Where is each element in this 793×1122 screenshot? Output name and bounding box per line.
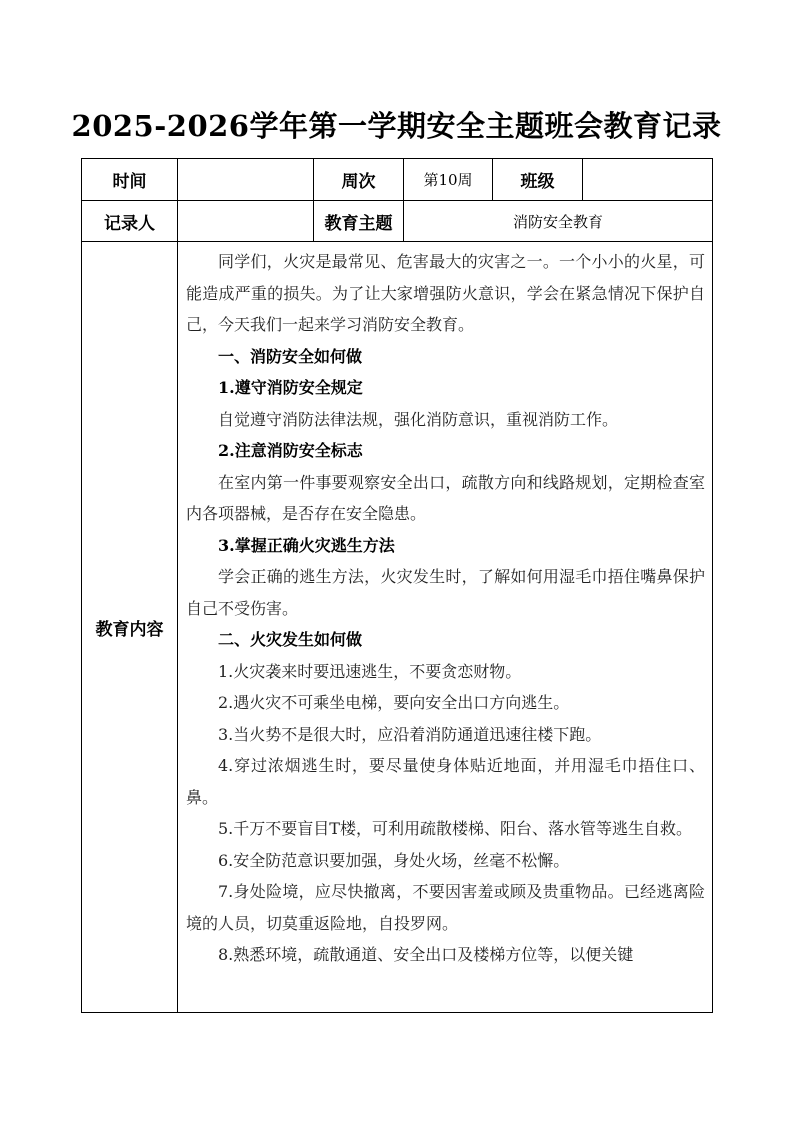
paragraph: 3.当火势不是很大时，应沿着消防通道迅速往楼下跑。	[218, 724, 602, 744]
paragraph: 同学们，火灾是最常见、危害最大的灾害之一。一个小小的火星，可能造成严重的损失。为了让大家增强防火意识，学会在紧急情况下保护自己，今天我们一起来学习消防安全教育。	[186, 252, 705, 334]
paragraph: 4.穿过浓烟逃生时，要尽量使身体贴近地面，并用湿毛巾捂住口、鼻。	[186, 756, 705, 807]
record-table	[81, 158, 713, 1013]
paragraph: 在室内第一件事要观察安全出口，疏散方向和线路规划，定期检查室内各项器械，是否存在安全隐患。	[186, 472, 705, 523]
content-body	[178, 242, 712, 1012]
table-row	[82, 159, 713, 201]
paragraph: 学会正确的逃生方法，火灾发生时，了解如何用湿毛巾捂住嘴鼻保护自己不受伤害。	[186, 567, 705, 618]
recorder-label: 记录人	[82, 201, 178, 242]
section-heading: 3.掌握正确火灾逃生方法	[218, 535, 395, 555]
topic-label: 教育主题	[314, 201, 404, 242]
content-cell	[178, 242, 713, 1013]
section-heading: 2.注意消防安全标志	[218, 441, 363, 460]
topic-value: 消防安全教育	[404, 201, 713, 242]
paragraph: 8.熟悉环境，疏散通道、安全出口及楼梯方位等，以便关键	[218, 945, 634, 964]
section-heading: 二、火灾发生如何做	[218, 630, 363, 649]
paragraph: 2.遇火灾不可乘坐电梯，要向安全出口方向逃生。	[218, 693, 570, 712]
class-label: 班级	[493, 159, 583, 201]
class-value	[583, 159, 713, 201]
section-heading: 1.遵守消防安全规定	[218, 378, 363, 397]
week-label: 周次	[314, 159, 404, 201]
table-row	[82, 242, 713, 1013]
content-label: 教育内容	[82, 242, 178, 1013]
paragraph: 自觉遵守消防法律法规，强化消防意识，重视消防工作。	[218, 409, 619, 429]
paragraph: 1.火灾袭来时要迅速逃生，不要贪恋财物。	[218, 661, 522, 681]
paragraph: 6.安全防范意识要加强，身处火场，丝毫不松懈。	[218, 850, 570, 870]
table-row	[82, 201, 713, 242]
page-title: 2025-2026学年第一学期安全主题班会教育记录	[71, 109, 722, 143]
week-value: 第10周	[404, 159, 493, 201]
time-value	[178, 159, 314, 201]
time-label: 时间	[82, 159, 178, 201]
recorder-value	[178, 201, 314, 242]
paragraph: 7.身处险境，应尽快撤离，不要因害羞或顾及贵重物品。已经逃离险境的人员，切莫重返险地，自投罗网。	[186, 882, 705, 933]
section-heading: 一、消防安全如何做	[218, 346, 363, 366]
paragraph: 5.千万不要盲目T楼，可利用疏散楼梯、阳台、落水管等逃生自救。	[218, 819, 692, 838]
